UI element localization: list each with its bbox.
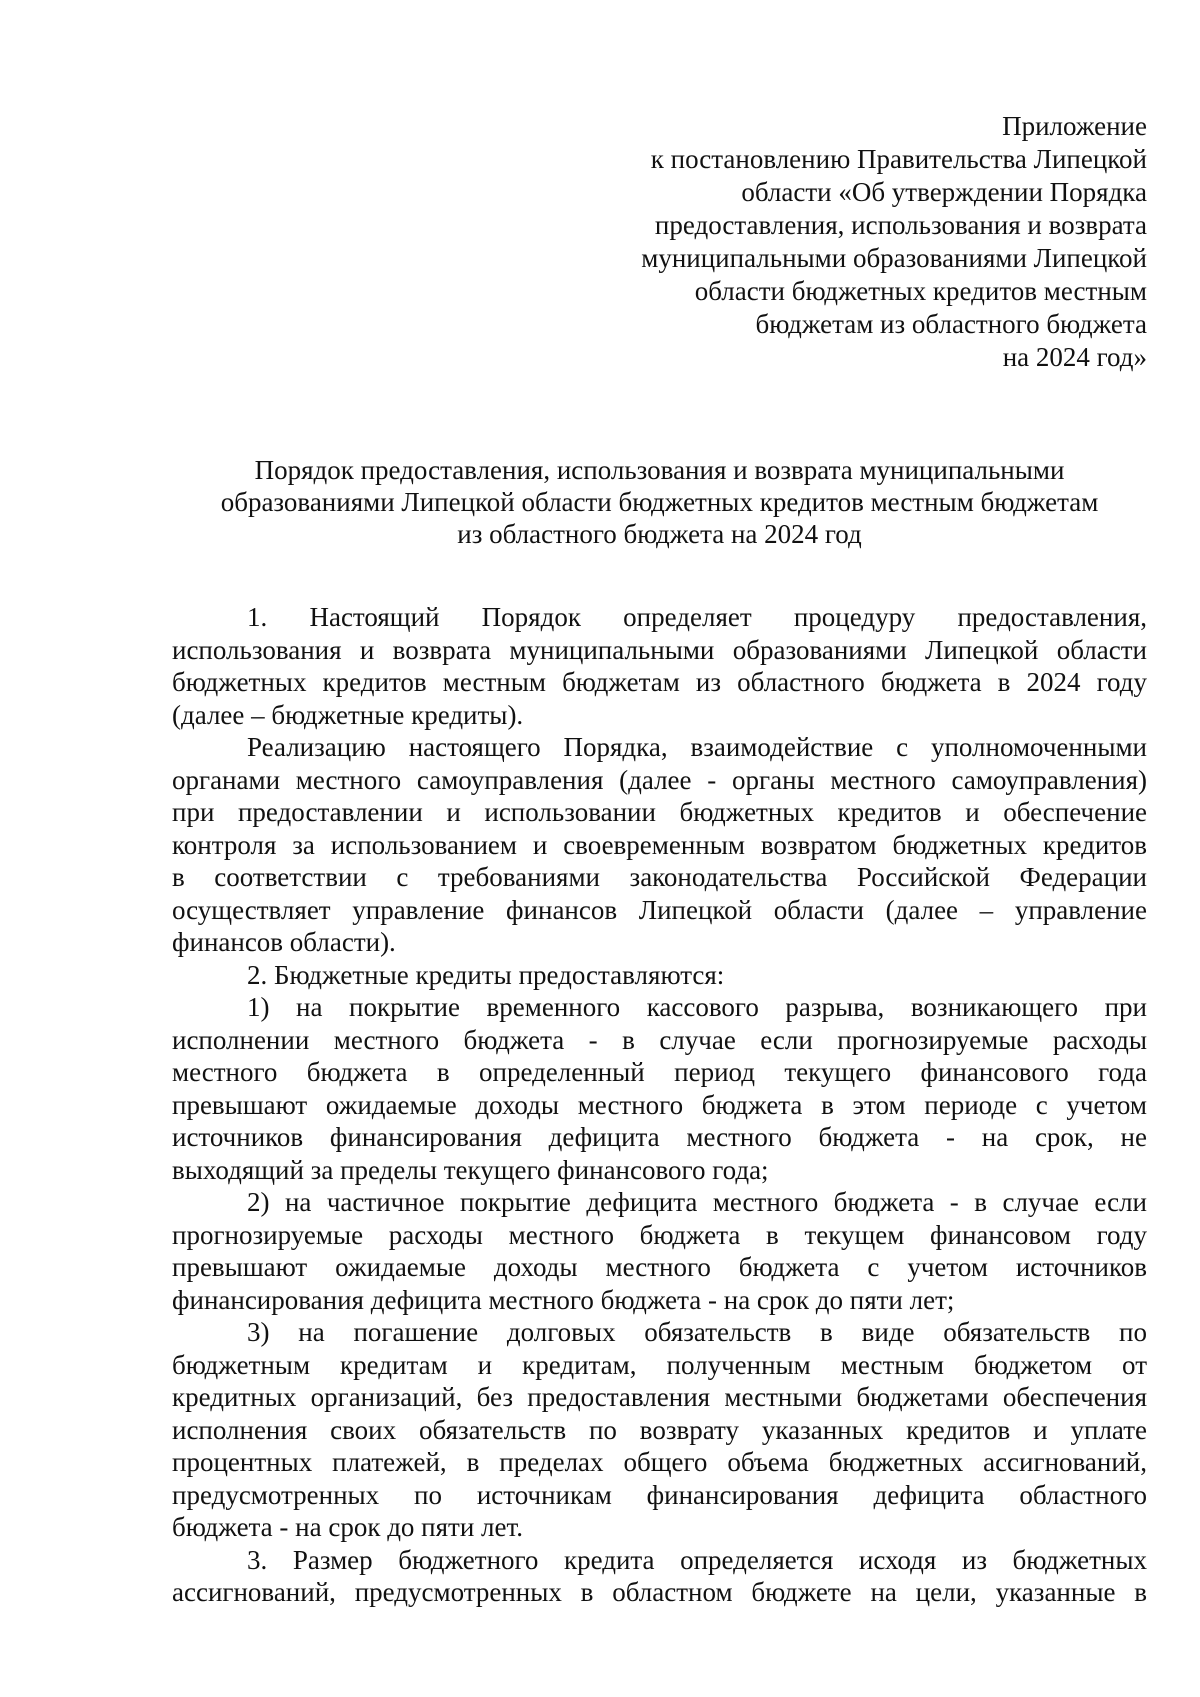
title-line: из областного бюджета на 2024 год — [457, 519, 862, 549]
list-item-3 — [172, 1316, 1147, 1544]
paragraph-1 — [172, 601, 1147, 731]
appendix-line: муниципальными образованиями Липецкой — [641, 243, 1147, 273]
text-line: 2) на частичное покрытие дефицита местного бюджета - в случае если — [247, 1187, 1147, 1217]
appendix-line: предоставления, использования и возврата — [654, 210, 1147, 240]
text-line: местного бюджета в определенный период текущего финансового года — [172, 1057, 1147, 1087]
appendix-line: области бюджетных кредитов местным — [694, 276, 1147, 306]
text-line: кредитных организаций, без предоставления местными бюджетами обеспечения — [172, 1382, 1147, 1412]
appendix-line: бюджетам из областного бюджета — [755, 309, 1147, 339]
appendix-line: области «Об утверждении Порядка — [741, 177, 1147, 207]
text-line: 1) на покрытие временного кассового разрыва, возникающего при — [247, 992, 1147, 1022]
text-line: ассигнований, предусмотренных в областном бюджете на цели, указанные в — [172, 1577, 1147, 1607]
paragraph-2 — [172, 959, 1147, 992]
text-line: органами местного самоуправления (далее - органы местного самоуправления) — [172, 764, 1147, 795]
text-line: прогнозируемые расходы местного бюджета в текущем финансовом году — [172, 1219, 1147, 1250]
text-line: 3. Размер бюджетного кредита определяется исходя из бюджетных — [247, 1544, 1147, 1575]
text-line: в соответствии с требованиями законодательства Российской Федерации — [172, 862, 1147, 892]
appendix-line: Приложение — [1002, 111, 1147, 141]
text-line: (далее – бюджетные кредиты). — [172, 699, 524, 730]
text-line: бюджета - на срок до пяти лет. — [172, 1512, 524, 1542]
document-page — [172, 110, 1147, 1609]
text-line: 1. Настоящий Порядок определяет процедуру предоставления, — [247, 602, 1147, 632]
text-line: исполнении местного бюджета - в случае если прогнозируемые расходы — [172, 1024, 1147, 1055]
text-line: 2. Бюджетные кредиты предоставляются: — [247, 959, 725, 990]
document-body — [172, 601, 1147, 1609]
text-line: использования и возврата муниципальными образованиями Липецкой области — [172, 634, 1147, 665]
text-line: осуществляет управление финансов Липецкой области (далее – управление — [172, 894, 1147, 925]
paragraph-implementation — [172, 731, 1147, 959]
title-line: образованиями Липецкой области бюджетных кредитов местным бюджетам — [220, 487, 1099, 517]
text-line: исполнения своих обязательств по возврату указанных кредитов и уплате — [172, 1414, 1147, 1445]
text-line: Реализацию настоящего Порядка, взаимодействие с уполномоченными — [247, 732, 1147, 762]
text-line: при предоставлении и использовании бюджетных кредитов и обеспечение — [172, 797, 1147, 827]
list-item-2 — [172, 1186, 1147, 1316]
paragraph-3 — [172, 1544, 1147, 1609]
text-line: превышают ожидаемые доходы местного бюджета с учетом источников — [172, 1252, 1147, 1282]
text-line: превышают ожидаемые доходы местного бюджета в этом периоде с учетом — [172, 1089, 1147, 1120]
text-line: предусмотренных по источникам финансирования дефицита областного — [172, 1479, 1147, 1510]
text-line: 3) на погашение долговых обязательств в виде обязательств по — [247, 1317, 1147, 1347]
appendix-header — [612, 110, 1147, 374]
text-line: источников финансирования дефицита местного бюджета - на срок, не — [172, 1122, 1147, 1152]
text-line: бюджетных кредитов местным бюджетам из областного бюджета в 2024 году — [172, 667, 1147, 697]
text-line: контроля за использованием и своевременным возвратом бюджетных кредитов — [172, 829, 1147, 860]
title-line: Порядок предоставления, использования и возврата муниципальными — [254, 455, 1065, 485]
text-line: процентных платежей, в пределах общего объема бюджетных ассигнований, — [172, 1447, 1147, 1477]
appendix-line: на 2024 год» — [1002, 342, 1147, 372]
document-title — [172, 454, 1147, 550]
text-line: бюджетным кредитам и кредитам, полученным местным бюджетом от — [172, 1349, 1147, 1380]
text-line: выходящий за пределы текущего финансового года; — [172, 1154, 769, 1185]
list-item-1 — [172, 991, 1147, 1186]
appendix-line: к постановлению Правительства Липецкой — [650, 144, 1147, 174]
text-line: финансов области). — [172, 927, 396, 957]
text-line: финансирования дефицита местного бюджета - на срок до пяти лет; — [172, 1284, 955, 1315]
